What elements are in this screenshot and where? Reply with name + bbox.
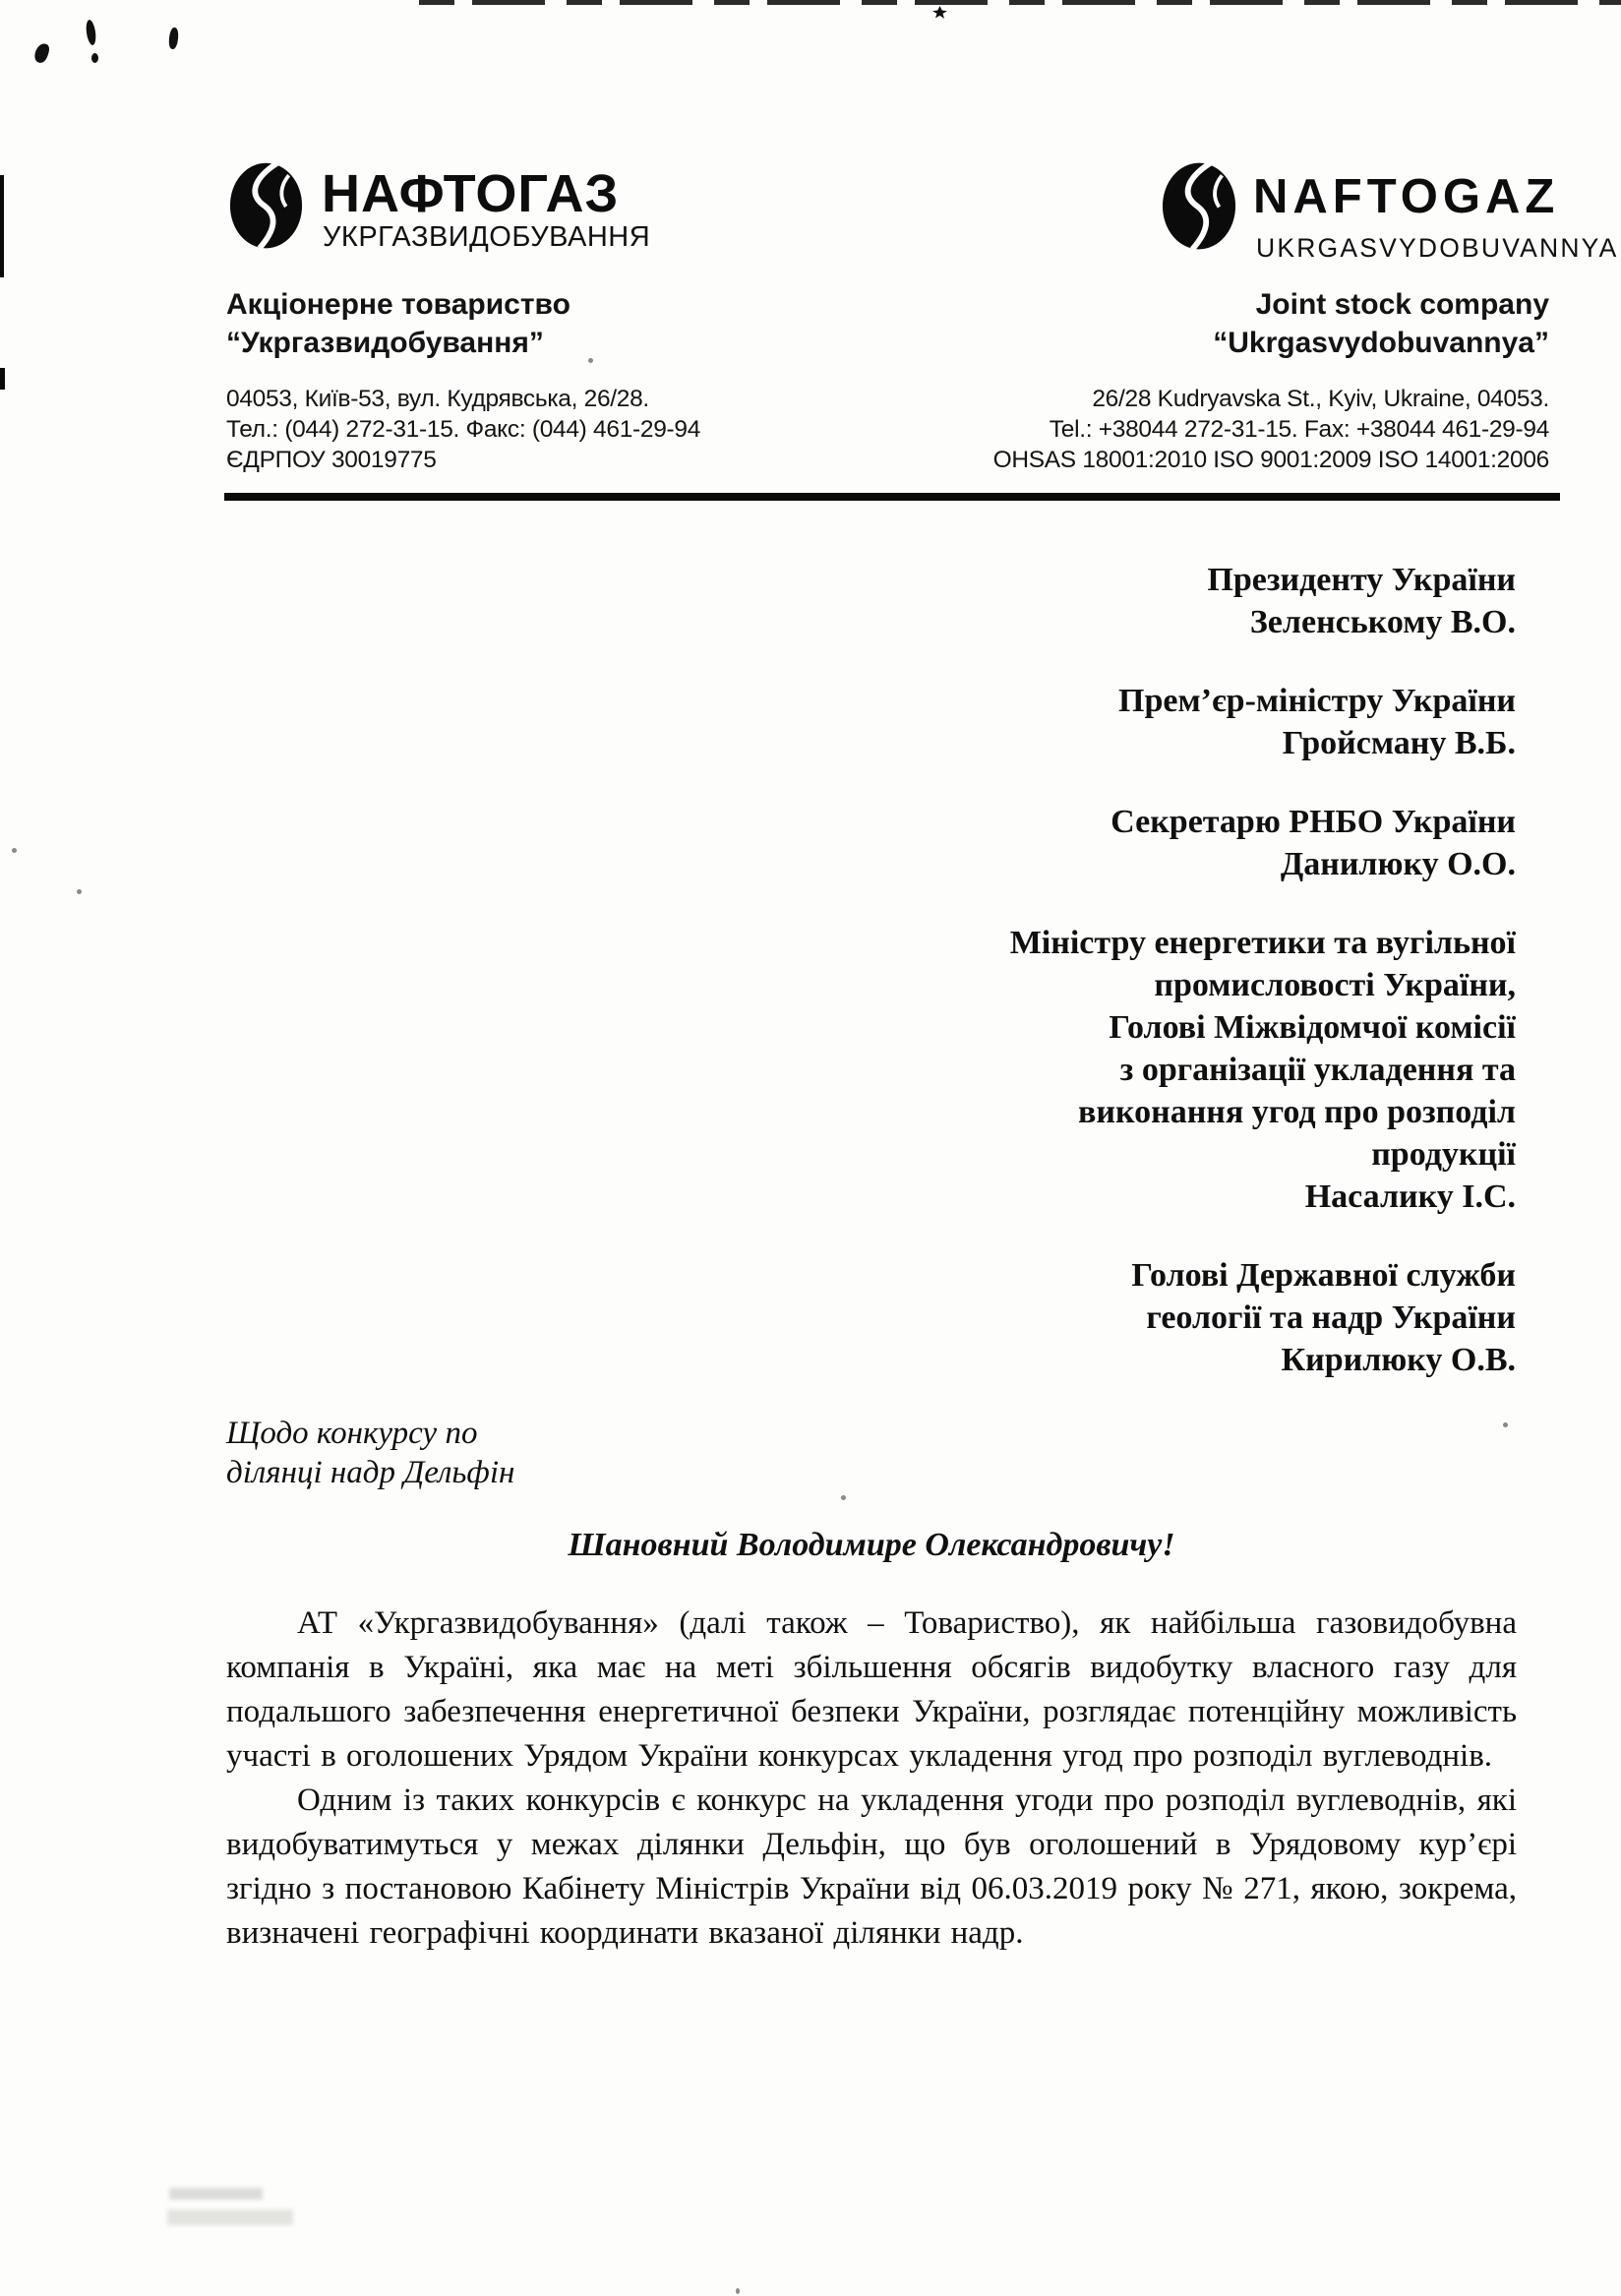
company-contact-en [993, 384, 1549, 475]
scan-artifact-dot [841, 1495, 846, 1500]
body-paragraph: Одним із таких конкурсів є конкурс на укладення угоди про розподіл вуглеводнів, які видобуватимуться у межах ділянки Дельфін, що був оголошений в Урядовому кур’єрі згідно з постановою Кабінету Міністрів України від 06.03.2019 року № 271, якою, зокрема, визначені географічні координати вказаної ділянки надр. [226, 1782, 1517, 1951]
scan-artifact-speck [85, 20, 97, 46]
letterhead-divider-rule [224, 493, 1560, 501]
recipient-line: Міністру енергетики та вугільної [1009, 925, 1516, 961]
naftogaz-flame-icon [228, 160, 304, 251]
company-address-ua: 04053, Київ-53, вул. Кудрявська, 26/28. [226, 386, 649, 412]
recipient-line: з організації укладення та [1119, 1052, 1516, 1088]
scan-artifact-speck [168, 28, 179, 50]
subject-line: ділянці надр Дельфін [226, 1455, 515, 1490]
company-name-ua-line1: Акціонерне товариство [226, 288, 570, 321]
company-name-en [1213, 285, 1549, 362]
recipient-nsdc-secretary [1010, 801, 1516, 885]
recipients-block [1010, 559, 1516, 1418]
brand-division-en: UKRGASVYDOBUVANNYA [1256, 233, 1619, 263]
company-name-en-line2: “Ukrgasvydobuvannya” [1213, 327, 1549, 359]
company-name-ua-line2: “Укргазвидобування” [226, 327, 544, 359]
brand-name-en: NAFTOGAZ [1253, 170, 1560, 223]
company-name-ua [226, 285, 570, 362]
scan-artifact-speck [932, 6, 947, 19]
company-certifications: OHSAS 18001:2010 ISO 9001:2009 ISO 14001:2006 [992, 447, 1549, 473]
recipient-line: Данилюку О.О. [1280, 846, 1516, 882]
subject-line: Щодо конкурсу по [226, 1416, 478, 1451]
scan-artifact-dot [588, 358, 593, 363]
company-phone-fax-ua: Тел.: (044) 272-31-15. Факс: (044) 461-29-94 [226, 416, 701, 443]
scan-artifact-speck [32, 41, 51, 64]
scan-artifact-smudge [169, 2188, 263, 2200]
recipient-line: Насалику І.С. [1304, 1178, 1516, 1215]
salutation: Шановний Володимире Олександровичу! [568, 1527, 1175, 1563]
recipient-prime-minister [1010, 680, 1516, 764]
company-contact-ua [226, 384, 700, 475]
company-edrpou: ЄДРПОУ 30019775 [226, 447, 437, 473]
brand-division-ua: УКРГАЗВИДОБУВАННЯ [323, 221, 651, 253]
scan-artifact-smudge [167, 2209, 293, 2225]
scan-artifact-dot [736, 2288, 740, 2294]
scan-artifact-dot [1503, 1422, 1508, 1427]
scan-artifact-dot [77, 889, 82, 894]
subject-block [226, 1414, 514, 1492]
scan-artifact-top-line [419, 0, 1621, 5]
recipient-line: виконання угод про розподіл [1078, 1094, 1516, 1130]
scan-artifact-dot [12, 848, 17, 853]
brand-name-ua: НАФТОГАЗ [322, 164, 620, 223]
body-paragraph: АТ «Укргазвидобування» (далі також – Товариство), як найбільша газовидобувна компанія в Україні, яка має на меті збільшення обсягів видобутку власного газу для подальшого забезпечення енергетичної безпеки України, розглядає потенційну можливість участі в оголошених Урядом України конкурсах укладення угод про розподіл вуглеводнів. [226, 1605, 1517, 1774]
recipient-geology-service-head [1010, 1254, 1516, 1381]
recipient-line: Голові Міжвідомчої комісії [1109, 1009, 1516, 1046]
recipient-line: продукції [1371, 1136, 1516, 1173]
recipient-line: Президенту України [1207, 562, 1516, 598]
recipient-line: Секретарю РНБО України [1111, 804, 1516, 840]
company-phone-fax-en: Tel.: +38044 272-31-15. Fax: +38044 461-29-94 [1049, 416, 1549, 443]
recipient-line: Гройсману В.Б. [1282, 725, 1516, 761]
recipient-line: Голові Державної служби [1131, 1257, 1516, 1294]
recipient-line: Зеленському В.О. [1249, 604, 1516, 640]
scan-artifact-speck [91, 53, 98, 63]
scan-artifact-edge-bar [0, 175, 4, 277]
recipient-line: Прем’єр-міністру України [1118, 683, 1516, 719]
recipient-energy-minister [1010, 922, 1516, 1218]
recipient-president [1010, 559, 1516, 643]
letter-body [226, 1601, 1517, 1956]
naftogaz-flame-icon [1161, 160, 1237, 252]
company-address-en: 26/28 Kudryavska St., Kyiv, Ukraine, 04053. [1092, 386, 1549, 412]
recipient-line: Кирилюку О.В. [1281, 1342, 1516, 1378]
company-name-en-line1: Joint stock company [1255, 288, 1549, 321]
recipient-line: геології та надр України [1146, 1299, 1516, 1336]
scan-artifact-edge-bar [0, 368, 5, 390]
recipient-line: промисловості України, [1154, 967, 1516, 1003]
